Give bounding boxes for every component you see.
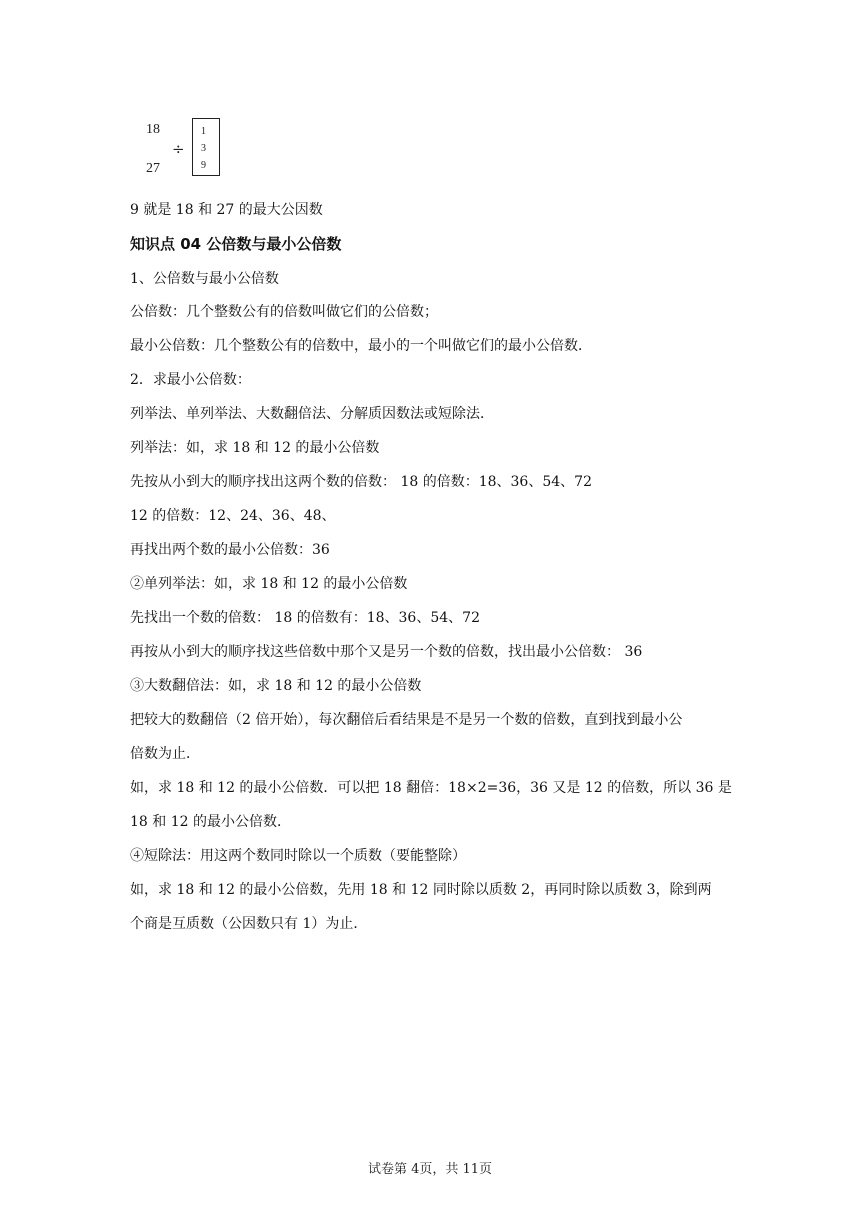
text-line: 先找出一个数的倍数： 18 的倍数有：18、36、54、72 bbox=[130, 610, 480, 626]
text-line: 倍数为止． bbox=[130, 746, 200, 762]
dividend-bottom: 27 bbox=[146, 161, 160, 176]
section-heading: 知识点 04 公倍数与最小公倍数 bbox=[130, 235, 342, 253]
divisor: 1 bbox=[201, 126, 206, 137]
division-sign: ÷ bbox=[172, 140, 185, 158]
definition-common-multiple: 公倍数：几个整数公有的倍数叫做它们的公倍数； bbox=[130, 304, 438, 320]
gcd-conclusion: 9 就是 18 和 27 的最大公因数 bbox=[130, 202, 323, 218]
text-line: 12 的倍数：12、24、36、48、 bbox=[130, 508, 336, 524]
methods-list: 列举法、单列举法、大数翻倍法、分解质因数法或短除法． bbox=[130, 406, 494, 422]
text-line: 先按从小到大的顺序找出这两个数的倍数： 18 的倍数：18、36、54、72 bbox=[130, 474, 592, 490]
subsection-title: 1、公倍数与最小公倍数 bbox=[130, 271, 279, 287]
text-line: 再找出两个数的最小公倍数：36 bbox=[130, 542, 330, 558]
dividend-top: 18 bbox=[146, 122, 160, 137]
text-line: 18 和 12 的最小公倍数． bbox=[130, 814, 291, 830]
subsection-title: 2．求最小公倍数： bbox=[130, 372, 251, 388]
divisor: 3 bbox=[201, 143, 206, 154]
divisor: 9 bbox=[201, 160, 206, 171]
text-line: 个商是互质数（公因数只有 1）为止． bbox=[130, 916, 368, 932]
text-line: 如，求 18 和 12 的最小公倍数，先用 18 和 12 同时除以质数 2，再同时除以质数 3，除到两 bbox=[130, 882, 712, 898]
method-single-listing: ②单列举法：如，求 18 和 12 的最小公倍数 bbox=[130, 576, 408, 592]
method-listing: 列举法：如，求 18 和 12 的最小公倍数 bbox=[130, 440, 380, 456]
text-line: 把较大的数翻倍（2 倍开始），每次翻倍后看结果是不是另一个数的倍数，直到找到最小公 bbox=[130, 712, 683, 728]
short-division-figure bbox=[146, 116, 236, 182]
definition-lcm: 最小公倍数：几个整数公有的倍数中，最小的一个叫做它们的最小公倍数． bbox=[130, 338, 592, 354]
page-footer: 试卷第 4页，共 11页 bbox=[367, 1162, 493, 1177]
divisor-box bbox=[192, 118, 220, 176]
text-line: 再按从小到大的顺序找这些倍数中那个又是另一个数的倍数，找出最小公倍数： 36 bbox=[130, 644, 643, 660]
method-short-division: ④短除法：用这两个数同时除以一个质数（要能整除） bbox=[130, 848, 466, 864]
text-line: 如，求 18 和 12 的最小公倍数．可以把 18 翻倍：18×2=36，36 又是 12 的倍数，所以 36 是 bbox=[130, 780, 732, 796]
method-doubling: ③大数翻倍法：如，求 18 和 12 的最小公倍数 bbox=[130, 678, 422, 694]
